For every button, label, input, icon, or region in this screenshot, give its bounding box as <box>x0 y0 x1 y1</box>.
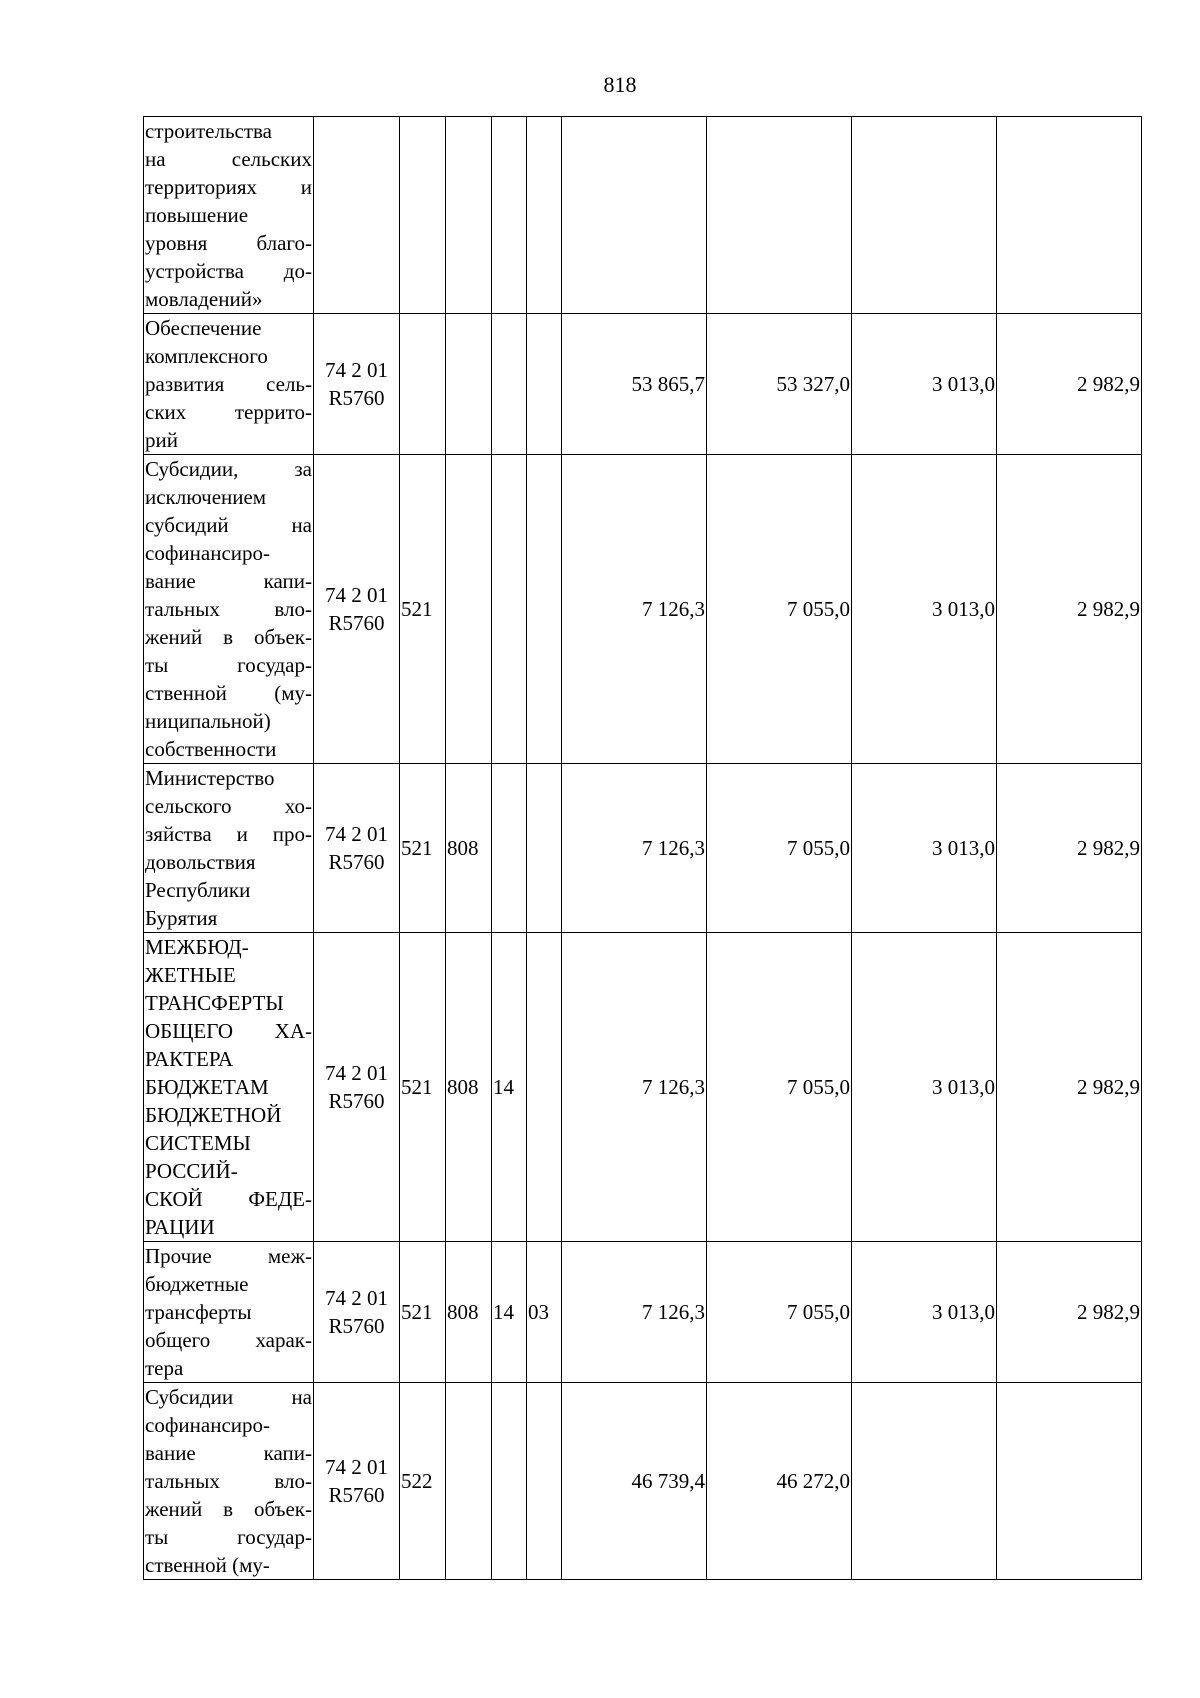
row-name-line: тальных вло- <box>145 1469 312 1493</box>
row-name-line: вание капи- <box>145 1441 312 1465</box>
row-name-line: ТРАНСФЕРТЫ <box>145 991 284 1015</box>
row-name-line: территориях и <box>145 175 312 199</box>
row-name-line: вание капи- <box>145 569 312 593</box>
value-3-cell <box>852 1383 997 1580</box>
row-name-line: Республики <box>145 878 251 902</box>
rz-cell: 14 <box>492 933 527 1242</box>
table-row <box>144 455 1142 764</box>
row-name-line: ниципальной) <box>145 709 271 733</box>
row-name-line: рий <box>145 428 178 452</box>
grbs-cell <box>446 117 492 314</box>
row-name-line: Субсидии, за <box>145 457 312 481</box>
table-row <box>144 117 1142 314</box>
value-4-cell: 2 982,9 <box>997 933 1142 1242</box>
row-name-line: общего харак- <box>145 1328 312 1352</box>
row-name-line: повышение <box>145 203 249 227</box>
pr-cell <box>527 455 562 764</box>
row-name-line: БЮДЖЕТНОЙ <box>145 1103 282 1127</box>
rz-cell <box>492 455 527 764</box>
row-name-line: ты государ- <box>145 653 312 677</box>
row-name-line: РАЦИИ <box>145 1215 215 1239</box>
value-4-cell: 2 982,9 <box>997 1242 1142 1383</box>
pr-cell <box>527 933 562 1242</box>
row-name-line: Бурятия <box>145 906 218 930</box>
row-name-cell <box>144 314 314 455</box>
row-name-line: собственности <box>145 737 277 761</box>
row-name-line: ственной (му- <box>145 1553 270 1577</box>
row-name-cell <box>144 1383 314 1580</box>
page-number: 818 <box>603 72 637 97</box>
value-3-cell: 3 013,0 <box>852 764 997 933</box>
row-name-cell <box>144 764 314 933</box>
row-name-line: жений в объек- <box>145 625 312 649</box>
row-name-line: Обеспечение <box>145 316 262 340</box>
vr-cell <box>400 117 446 314</box>
csr-cell: 74 2 01 R5760 <box>314 764 400 933</box>
value-2-cell: 53 327,0 <box>707 314 852 455</box>
table-row <box>144 1383 1142 1580</box>
row-name-cell <box>144 455 314 764</box>
grbs-cell <box>446 455 492 764</box>
row-name-cell <box>144 117 314 314</box>
row-name-line: МЕЖБЮД- <box>145 935 249 959</box>
row-name-line: бюджетные <box>145 1272 249 1296</box>
row-name-cell <box>144 1242 314 1383</box>
value-2-cell: 7 055,0 <box>707 933 852 1242</box>
row-name-line: тальных вло- <box>145 597 312 621</box>
value-3-cell: 3 013,0 <box>852 314 997 455</box>
pr-cell <box>527 314 562 455</box>
pr-cell <box>527 1383 562 1580</box>
row-name-line: РОССИЙ- <box>145 1159 238 1183</box>
rz-cell <box>492 117 527 314</box>
row-name-line: строительства <box>145 119 273 143</box>
row-name-line: Субсидии на <box>145 1385 312 1409</box>
vr-cell: 522 <box>400 1383 446 1580</box>
grbs-cell <box>446 1383 492 1580</box>
table-row <box>144 314 1142 455</box>
value-1-cell: 53 865,7 <box>562 314 707 455</box>
row-name-line: Прочие меж- <box>145 1244 312 1268</box>
value-1-cell <box>562 117 707 314</box>
vr-cell: 521 <box>400 1242 446 1383</box>
table-row <box>144 933 1142 1242</box>
value-4-cell: 2 982,9 <box>997 455 1142 764</box>
rz-cell <box>492 764 527 933</box>
row-name-line: довольствия <box>145 850 256 874</box>
value-2-cell: 7 055,0 <box>707 1242 852 1383</box>
value-2-cell: 46 272,0 <box>707 1383 852 1580</box>
row-name-line: мовладений» <box>145 287 263 311</box>
row-name-line: ОБЩЕГО ХА- <box>145 1019 312 1043</box>
value-4-cell <box>997 1383 1142 1580</box>
grbs-cell: 808 <box>446 933 492 1242</box>
row-name-line: жений в объек- <box>145 1497 312 1521</box>
value-1-cell: 7 126,3 <box>562 455 707 764</box>
row-name-line: СИСТЕМЫ <box>145 1131 251 1155</box>
csr-cell: 74 2 01 R5760 <box>314 1383 400 1580</box>
row-name-line: ственной (му- <box>145 681 312 705</box>
row-name-cell <box>144 933 314 1242</box>
row-name-line: трансферты <box>145 1300 252 1324</box>
value-1-cell: 7 126,3 <box>562 1242 707 1383</box>
row-name-line: софинансиро- <box>145 541 271 565</box>
value-1-cell: 7 126,3 <box>562 933 707 1242</box>
csr-cell: 74 2 01 R5760 <box>314 933 400 1242</box>
row-name-line: софинансиро- <box>145 1413 271 1437</box>
csr-cell: 74 2 01 R5760 <box>314 314 400 455</box>
csr-cell: 74 2 01 R5760 <box>314 455 400 764</box>
row-name-line: тера <box>145 1356 184 1380</box>
row-name-line: РАКТЕРА <box>145 1047 233 1071</box>
budget-table <box>143 116 1142 1580</box>
vr-cell: 521 <box>400 455 446 764</box>
value-4-cell: 2 982,9 <box>997 764 1142 933</box>
row-name-line: развития сель- <box>145 372 312 396</box>
rz-cell: 14 <box>492 1242 527 1383</box>
row-name-line: исключением <box>145 485 267 509</box>
value-1-cell: 7 126,3 <box>562 764 707 933</box>
table-row <box>144 1242 1142 1383</box>
row-name-line: комплексного <box>145 344 268 368</box>
row-name-line: БЮДЖЕТАМ <box>145 1075 269 1099</box>
value-3-cell: 3 013,0 <box>852 1242 997 1383</box>
row-name-line: сельского хо- <box>145 794 312 818</box>
value-4-cell: 2 982,9 <box>997 314 1142 455</box>
value-2-cell: 7 055,0 <box>707 455 852 764</box>
rz-cell <box>492 314 527 455</box>
grbs-cell: 808 <box>446 1242 492 1383</box>
pr-cell: 03 <box>527 1242 562 1383</box>
rz-cell <box>492 1383 527 1580</box>
value-3-cell: 3 013,0 <box>852 455 997 764</box>
table-body <box>144 117 1142 1580</box>
grbs-cell <box>446 314 492 455</box>
row-name-line: СКОЙ ФЕДЕ- <box>145 1187 312 1211</box>
value-2-cell <box>707 117 852 314</box>
row-name-line: ты государ- <box>145 1525 312 1549</box>
row-name-line: зяйства и про- <box>145 822 312 846</box>
value-3-cell: 3 013,0 <box>852 933 997 1242</box>
value-1-cell: 46 739,4 <box>562 1383 707 1580</box>
value-4-cell <box>997 117 1142 314</box>
csr-cell: 74 2 01 R5760 <box>314 1242 400 1383</box>
vr-cell <box>400 314 446 455</box>
row-name-line: уровня благо- <box>145 231 312 255</box>
row-name-line: устройства до- <box>145 259 312 283</box>
pr-cell <box>527 764 562 933</box>
row-name-line: Министерство <box>145 766 275 790</box>
pr-cell <box>527 117 562 314</box>
row-name-line: субсидий на <box>145 513 312 537</box>
value-3-cell <box>852 117 997 314</box>
row-name-line: ЖЕТНЫЕ <box>145 963 236 987</box>
row-name-line: ских террито- <box>145 400 312 424</box>
csr-cell <box>314 117 400 314</box>
grbs-cell: 808 <box>446 764 492 933</box>
value-2-cell: 7 055,0 <box>707 764 852 933</box>
row-name-line: на сельских <box>145 147 312 171</box>
table-row <box>144 764 1142 933</box>
vr-cell: 521 <box>400 933 446 1242</box>
vr-cell: 521 <box>400 764 446 933</box>
